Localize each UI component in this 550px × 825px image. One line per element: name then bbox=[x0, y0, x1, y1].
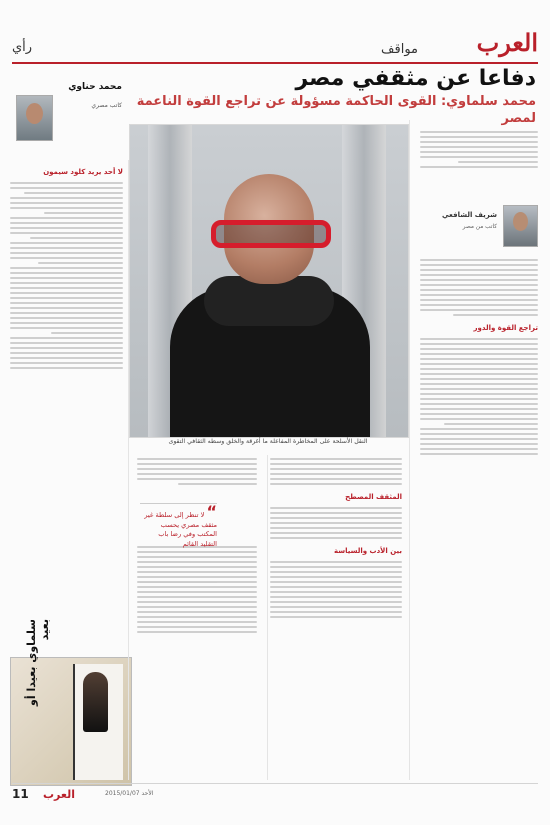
writer-byline bbox=[418, 205, 538, 251]
columnist-portrait bbox=[16, 95, 53, 141]
sidebar-title: لا أحد يريد كلود سيمون bbox=[43, 168, 123, 176]
writer-name: شريف الشافعي bbox=[441, 211, 497, 219]
page-number: 11 bbox=[12, 787, 29, 801]
top-bar bbox=[12, 20, 538, 64]
section-subhead-1: تراجع القوة والدور bbox=[473, 324, 538, 332]
columnist-name: محمد حناوي bbox=[68, 82, 122, 92]
article-subheadline: محمد سلماوي: القوى الحاكمة مسؤولة عن تراجع القوة الناعمة لمصر bbox=[136, 94, 536, 126]
book-cover bbox=[10, 619, 132, 786]
columnist-title: كاتب مصري bbox=[91, 102, 122, 109]
quote-mark-icon: “ bbox=[206, 502, 217, 521]
writer-title: كاتب من مصر bbox=[462, 224, 497, 230]
middle-right-column bbox=[270, 455, 402, 775]
section-subhead-2: المثقف المصطح bbox=[345, 493, 402, 501]
top-right-text bbox=[420, 128, 538, 200]
section-title: مواقف bbox=[381, 42, 418, 57]
portrait-photo bbox=[129, 124, 409, 438]
article-headline: دفاعا عن مثقفي مصر bbox=[295, 66, 536, 91]
book-title: سلماوي بعيدا أو بعيد bbox=[25, 619, 51, 706]
publication-date: الأحد 2015/01/07 bbox=[105, 790, 154, 797]
right-column bbox=[420, 256, 538, 652]
left-column bbox=[10, 160, 123, 648]
writer-portrait bbox=[503, 205, 538, 247]
page-footer bbox=[12, 783, 538, 802]
section-subhead-3: بين الأدب والسياسة bbox=[333, 546, 402, 555]
red-glasses-icon bbox=[211, 220, 331, 248]
pull-quote bbox=[140, 503, 217, 583]
newspaper-logo: العرب bbox=[476, 28, 538, 57]
footer-brand: العرب bbox=[43, 788, 76, 801]
columnist-byline bbox=[10, 82, 122, 158]
photo-caption: النقل الأسلحة على المخاطرة المفاعلة ما أغرقة والخلق وسطه الثقافي التقوى bbox=[168, 438, 368, 445]
quote-text: لا تنظر إلى سلطة غير مثقف مصري يحسب المكتب وفي رضا باب التقليد القائم bbox=[144, 511, 217, 548]
opinion-rail: رأي bbox=[12, 40, 33, 55]
